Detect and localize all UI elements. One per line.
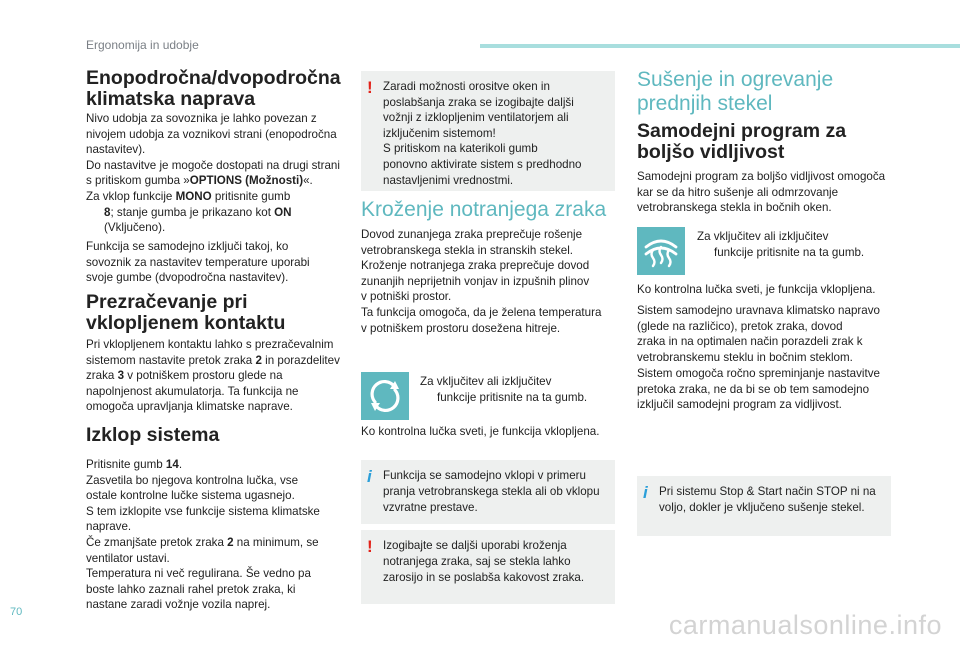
paragraph-prezracevanje (86, 337, 348, 415)
text-run: in porazdelitev (261, 353, 340, 367)
text-run: Za vključitev ali izključitev (420, 375, 552, 388)
text-line: S pritiskom na katerikoli gumb (383, 142, 538, 156)
text-line (86, 368, 348, 384)
bullet-line (420, 374, 620, 390)
text-run: Pritisnite gumb (86, 458, 166, 471)
text-line: omogoča upravljanja klimatske naprave. (86, 400, 293, 414)
text-run: ; stanje gumba je prikazano kot (110, 205, 275, 219)
warning-icon: ! (367, 78, 373, 97)
page-number: 70 (10, 606, 23, 618)
text-run: zraka (86, 369, 118, 383)
text-line: Do nastavitve je mogoče dostopati na drugi strani (86, 158, 340, 172)
text-line: pranja vetrobranskega stekla ali ob vklopu (383, 485, 600, 498)
text-line: napolnjenost akumulatorja. Ta funkcija ne (86, 384, 299, 398)
section-title: Ergonomija in udobje (86, 38, 199, 52)
heading-izklop: Izklop sistema (86, 424, 220, 446)
heading-samodejni-wrap (637, 121, 897, 163)
text-line (86, 353, 348, 369)
defrost-instruction (697, 229, 897, 260)
button-number: 8 (104, 205, 111, 219)
text-line: Pri vklopljenem kontaktu lahko s prezračevalnim (86, 338, 334, 351)
heading-prezracevanje-wrap (86, 292, 348, 334)
text-line: Kroženje notranjega zraka preprečuje dovod (361, 259, 590, 273)
paragraph-defrost-lamp (637, 282, 899, 298)
text-line: v potniški prostor. (361, 290, 452, 304)
text-line: nastavitev). (86, 143, 146, 157)
heading-susenje-wrap (637, 68, 907, 116)
text-line: zarosijo in se poslabša kakovost zraka. (383, 571, 585, 584)
text-line: Ko kontrolna lučka sveti, je funkcija vklopljena. (637, 283, 876, 296)
text-line: vožnji z izklopljenim ventilatorjem ali (383, 111, 569, 125)
text-run: Za vključitev ali izključitev (697, 230, 829, 243)
text-line: v potniškem prostoru dosežena hitreje. (361, 321, 561, 335)
text-line: Sistem omogoča ročno spreminjanje nastavitve (637, 367, 880, 380)
heading-susenje: Sušenje in ogrevanje prednjih stekel (637, 68, 834, 115)
text-line: Samodejni program za boljšo vidljivost omogoča (637, 170, 886, 183)
text-line: vetrobranskemu steklu in bočnim steklom. (637, 350, 853, 364)
info-icon: i (643, 483, 648, 502)
text-line: vzvratne prestave. (383, 501, 478, 514)
text-run: Če zmanjšate pretok zraka (86, 535, 228, 549)
paragraph-recirc-lamp (361, 424, 623, 440)
paragraph-manual-adjust (637, 366, 899, 413)
warning-icon: ! (367, 537, 373, 556)
text-line (86, 205, 348, 221)
button-number: 2 (227, 535, 234, 549)
text-line: Ta funkcija omogoča, da je želena temperatura (361, 305, 602, 319)
text-line: ponovno aktivirate sistem s predhodno (383, 158, 582, 171)
text-run: Za vklop funkcije (86, 189, 176, 203)
bullet-line (86, 189, 348, 205)
bullet-line (697, 229, 897, 245)
bullet-line (86, 457, 348, 473)
column-1 (86, 68, 348, 110)
text-line: Temperatura ni več regulirana. Še vedno pa (86, 567, 311, 581)
text-line: sovoznik za nastavitev temperature uporabi (86, 255, 310, 269)
text-line: Funkcija se samodejno izključi takoj, ko (86, 240, 289, 253)
text-line: (Vključeno). (104, 221, 166, 235)
heading-samodejni: Samodejni program za boljšo vidljivost (637, 120, 847, 163)
text-line: nastane zaradi vožnje vozila naprej. (86, 598, 271, 612)
warning-note-fan-off (361, 71, 615, 191)
text-line: Izogibajte se daljši uporabi kroženja (383, 539, 567, 552)
recirculation-icon (361, 372, 409, 420)
paragraph-auto-off (86, 239, 348, 286)
text-line: funkcije pritisnite na ta gumb. (714, 245, 865, 259)
text-line: S tem izklopite vse funkcije sistema klimatske (86, 504, 320, 518)
text-line: Nivo udobja za sovoznika je lahko povezan z (86, 112, 317, 125)
text-line: boste lahko zaznali rahel pretok zraka, ki (86, 582, 296, 596)
text-line: kar se da hitro sušenje ali odmrzovanje (637, 185, 839, 199)
paragraph-krozenje (361, 227, 623, 336)
text-line: vetrobranskega stekla in bočnih oken. (637, 201, 832, 215)
heading-krozenje: Kroženje notranjega zraka (361, 198, 607, 221)
text-line: svoje gumbe (dvopodročna nastavitev). (86, 271, 289, 285)
text-run: v potniškem prostoru glede na (124, 369, 283, 383)
text-line: Pri sistemu Stop & Start način STOP ni na (659, 485, 876, 498)
text-line: Funkcija se samodejno vklopi v primeru (383, 469, 586, 482)
text-line: zunanjih neprijetnih vonjav in izpušnih plinov (361, 274, 590, 288)
recirculation-instruction (420, 374, 620, 405)
text-run: sistemom nastavite pretok zraka (86, 353, 256, 367)
windscreen-defrost-icon (637, 227, 685, 275)
text-line: Zasvetila bo njegova kontrolna lučka, vse (86, 473, 299, 487)
header-accent-bar (480, 44, 960, 48)
paragraph-samodejni (637, 169, 899, 216)
text-line: Zaradi možnosti orositve oken in (383, 80, 550, 93)
text-line: notranjega zraka, saj se stekla lahko (383, 555, 571, 568)
on-label: ON (274, 205, 292, 219)
options-label: OPTIONS (Možnosti) (189, 174, 304, 188)
text-line: ventilator ustavi. (86, 551, 170, 565)
text-line: nivojem udobja za voznikovi strani (enopodročna (86, 127, 337, 141)
heading-krozenje-wrap (361, 198, 623, 222)
text-line: ostale kontrolne lučke sistema ugasnejo. (86, 489, 295, 503)
text-line: naprave. (86, 520, 132, 534)
heading-izklop-wrap (86, 425, 348, 446)
heading-enopodrocna: Enopodročna/dvopodročna klimatska naprava (86, 67, 341, 110)
info-note-stop-start (637, 476, 891, 536)
button-number: 3 (117, 369, 125, 383)
text-line: izključil samodejni program za vidljivost. (637, 398, 842, 412)
text-line: izključenim sistemom! (383, 126, 496, 140)
text-line: voljo, dokler je vključeno sušenje stekel. (659, 501, 865, 514)
text-line: nastavljenimi vrednostmi. (383, 173, 514, 187)
text-line: (glede na različico), pretok zraka, dovod (637, 319, 843, 333)
info-icon: i (367, 467, 372, 486)
text-line: zraka in na optimalen način porazdeli zrak k (637, 335, 863, 349)
text-line (86, 173, 348, 189)
button-number: 14 (165, 458, 179, 471)
text-run: «. (303, 174, 313, 188)
warning-note-recirc-long (361, 530, 615, 604)
button-number: 2 (255, 353, 262, 367)
paragraph-enopodrocna (86, 111, 348, 236)
text-run: na minimum, se (233, 535, 319, 549)
text-line: poslabšanja zraka se izogibajte daljši (383, 95, 574, 109)
text-run: pritisnite gumb (211, 189, 291, 203)
text-line: pretoka zraka, ne da bi se ob tem samodejno (637, 382, 870, 396)
text-line (86, 535, 348, 551)
mono-label: MONO (175, 189, 212, 203)
text-line: vetrobranskega stekla in stranskih stekel. (361, 243, 574, 257)
heading-prezracevanje: Prezračevanje pri vklopljenem kontaktu (86, 291, 286, 334)
text-run: . (178, 458, 183, 471)
text-run: s pritiskom gumba » (86, 174, 190, 188)
text-line: Ko kontrolna lučka sveti, je funkcija vklopljena. (361, 425, 600, 438)
watermark: carmanualsonline.info (668, 610, 942, 640)
text-line: funkcije pritisnite na ta gumb. (437, 390, 588, 404)
text-line: Sistem samodejno uravnava klimatsko napravo (637, 304, 880, 317)
text-line: Dovod zunanjega zraka preprečuje rošenje (361, 228, 583, 241)
paragraph-auto-regulation (637, 303, 899, 365)
paragraph-izklop (86, 457, 348, 613)
info-note-auto-recirc (361, 460, 615, 524)
